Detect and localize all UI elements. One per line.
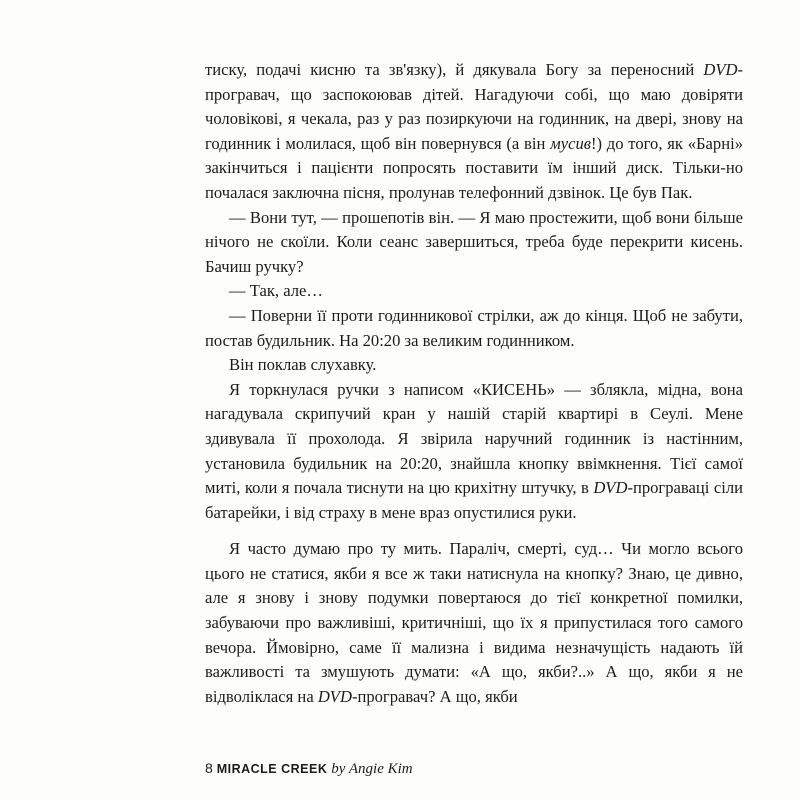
paragraph-p5: Він поклав слухавку. <box>229 355 377 375</box>
paragraph-p1: тиску, подачі кисню та зв'язку), й дякувала Богу за переносний DVD-програвач, що заспокоював дітей. Нагадуючи собі, що маю довіряти чоловікові, я чекала, раз у раз позиркуючи на годинник, на двері, знову на годинник і молилася, щоб він повернувся (а він мусив!) до того, як «Барні» закінчиться і пацієнти попросять поставити їм інший диск. Тільки-но почалася заключна пісня, пролунав телефонний дзвінок. Це був Пак. <box>205 60 743 202</box>
body-text <box>205 58 743 709</box>
paragraph-p3: — Так, але… <box>229 281 323 301</box>
page-footer <box>205 760 413 778</box>
paragraph-p7: Я часто думаю про ту мить. Параліч, смерті, суд… Чи могло всього цього не статися, якби я все ж таки натиснула на кнопку? Знаю, це дивно, але я знову і знову подумки повертаюся до тієї конкретної помилки, забуваючи про важливіші, критичніші, що їх я припустилася того самого вечора. Ймовірно, саме її мализна і видима незначущість надають їй важливості та змушують думати: «А що, якби?..» А що, якби я не відволіклася на DVD-програвач? А що, якби <box>205 539 743 706</box>
paragraph-p2: — Вони тут, — прошепотів він. — Я маю простежити, щоб вони більше нічого не скоїли. Коли сеанс завершиться, треба буде перекрити кисень. Бачиш ручку? <box>205 207 743 276</box>
italic-term: мусив <box>550 133 591 153</box>
paragraph-p6: Я торкнулася ручки з написом «КИСЕНЬ» — зблякла, мідна, вона нагадувала скрипучий кран у нашій старій квартирі в Сеулі. Мене здивувала її прохолода. Я звірила наручний годинник із настінним, установила будильник на 20:20, знайшла кнопку ввімкнення. Тієї самої миті, коли я почала тиснути на цю крихітну штучку, в DVD-програваці сіли батарейки, і від страху в мене враз опустилися руки. <box>205 379 743 522</box>
paragraph-p4: — Поверни її проти годинникової стрілки, аж до кінця. Щоб не забути, постав будильник. На 20:20 за великим годинником. <box>205 305 743 350</box>
running-author: by Angie Kim <box>331 761 413 777</box>
italic-term: DVD <box>703 60 738 79</box>
italic-term: DVD <box>593 478 628 498</box>
italic-term: DVD <box>317 686 352 706</box>
page-number: 8 <box>205 760 213 776</box>
running-title: MIRACLE CREEK <box>216 762 328 776</box>
